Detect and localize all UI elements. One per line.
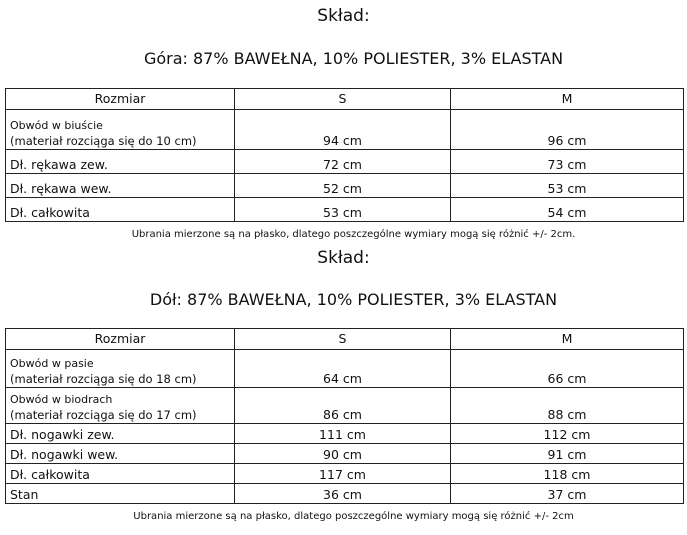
top-heading: Skład: xyxy=(317,6,370,26)
value-s: 36 cm xyxy=(235,484,451,504)
column-header-size: Rozmiar xyxy=(6,89,235,110)
table-row xyxy=(6,424,684,444)
table-header-row xyxy=(6,329,684,350)
row-label: Dł. rękawa wew. xyxy=(6,174,235,198)
value-m: 66 cm xyxy=(451,350,684,388)
table-row xyxy=(6,464,684,484)
top-size-table xyxy=(5,88,684,222)
column-header-m: M xyxy=(451,329,684,350)
row-label-note: (materiał rozciąga się do 18 cm) xyxy=(10,372,197,386)
top-measurement-note: Ubrania mierzone są na płasko, dlatego poszczególne wymiary mogą się różnić +/- 2cm. xyxy=(131,229,576,240)
row-label-main: Obwód w biodrach xyxy=(10,393,113,406)
table-row xyxy=(6,444,684,464)
row-label-note: (materiał rozciąga się do 10 cm) xyxy=(10,134,197,148)
value-m: 54 cm xyxy=(451,198,684,222)
row-label-note: (materiał rozciąga się do 17 cm) xyxy=(10,408,197,422)
table-row xyxy=(6,350,684,388)
row-label-main: Obwód w biuście xyxy=(10,119,103,132)
column-header-m: M xyxy=(451,89,684,110)
row-label xyxy=(6,110,235,150)
value-s: 117 cm xyxy=(235,464,451,484)
table-row xyxy=(6,484,684,504)
row-label: Dł. rękawa zew. xyxy=(6,150,235,174)
value-s: 52 cm xyxy=(235,174,451,198)
value-s: 64 cm xyxy=(235,350,451,388)
table-row xyxy=(6,198,684,222)
value-m: 73 cm xyxy=(451,150,684,174)
bottom-size-table xyxy=(5,328,684,504)
table-row xyxy=(6,174,684,198)
bottom-measurement-note: Ubrania mierzone są na płasko, dlatego poszczególne wymiary mogą się różnić +/- 2cm xyxy=(133,511,574,522)
value-m: 96 cm xyxy=(451,110,684,150)
row-label xyxy=(6,350,235,388)
value-s: 94 cm xyxy=(235,110,451,150)
column-header-size: Rozmiar xyxy=(6,329,235,350)
table-row xyxy=(6,110,684,150)
row-label-main: Obwód w pasie xyxy=(10,357,94,370)
value-s: 53 cm xyxy=(235,198,451,222)
row-label: Dł. całkowita xyxy=(6,464,235,484)
value-m: 118 cm xyxy=(451,464,684,484)
value-s: 111 cm xyxy=(235,424,451,444)
row-label: Stan xyxy=(6,484,235,504)
value-m: 88 cm xyxy=(451,388,684,424)
table-row xyxy=(6,150,684,174)
bottom-composition: Dół: 87% BAWEŁNA, 10% POLIESTER, 3% ELASTAN xyxy=(149,290,558,309)
value-s: 86 cm xyxy=(235,388,451,424)
row-label xyxy=(6,388,235,424)
row-label: Dł. nogawki wew. xyxy=(6,444,235,464)
value-m: 91 cm xyxy=(451,444,684,464)
value-m: 37 cm xyxy=(451,484,684,504)
value-m: 112 cm xyxy=(451,424,684,444)
top-composition: Góra: 87% BAWEŁNA, 10% POLIESTER, 3% ELASTAN xyxy=(143,49,564,68)
bottom-heading: Skład: xyxy=(317,248,370,268)
table-header-row xyxy=(6,89,684,110)
value-s: 90 cm xyxy=(235,444,451,464)
value-s: 72 cm xyxy=(235,150,451,174)
value-m: 53 cm xyxy=(451,174,684,198)
column-header-s: S xyxy=(235,329,451,350)
row-label: Dł. całkowita xyxy=(6,198,235,222)
table-row xyxy=(6,388,684,424)
row-label: Dł. nogawki zew. xyxy=(6,424,235,444)
column-header-s: S xyxy=(235,89,451,110)
